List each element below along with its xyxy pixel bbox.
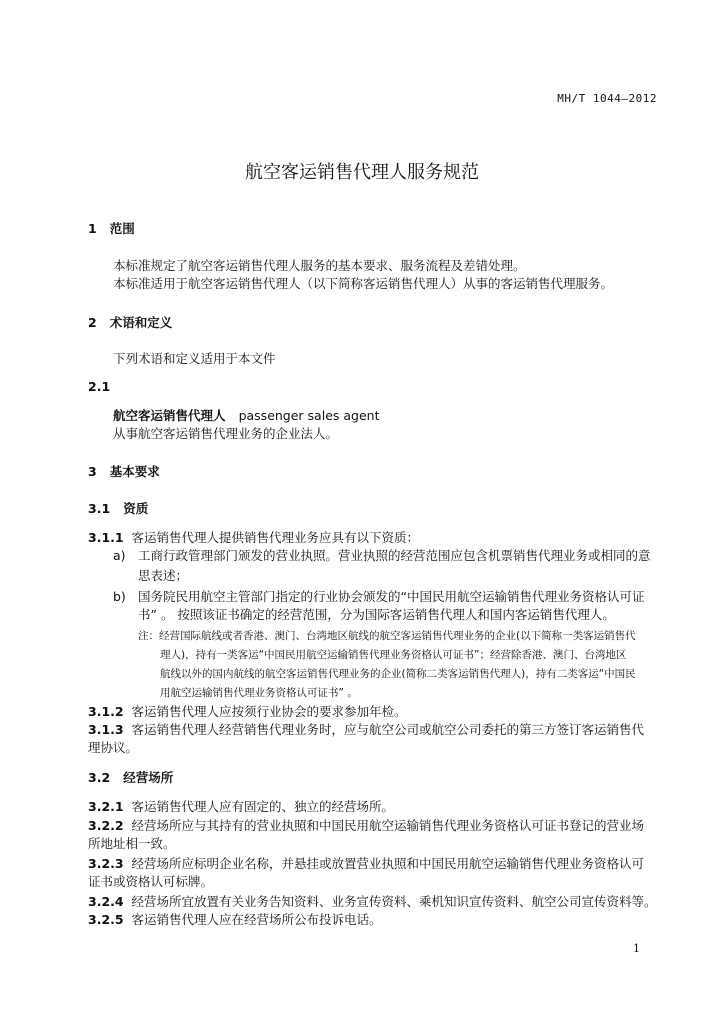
subsection-3-1-heading [88, 499, 148, 519]
clause-text: 经营场所应与其持有的营业执照和中国民用航空运输销售代理业务资格认可证书登记的营业场 [131, 818, 645, 833]
clause-continuation: 理协议。 [88, 740, 139, 755]
clause-3-2-2 [88, 816, 644, 836]
clause-text: 经营场所宜放置有关业务告知资料、业务宣传资料、乘机知识宣传资料、航空公司宣传资料等。 [131, 894, 657, 909]
clause-number: 3.2.3 [88, 856, 124, 871]
clause-number: 3.2.1 [88, 799, 124, 814]
paragraph: 本标准适用于航空客运销售代理人（以下简称客运销售代理人）从事的客运销售代理服务。 [113, 276, 614, 291]
term-definition: 从事航空客运销售代理业务的企业法人。 [113, 426, 339, 441]
section-2-heading [88, 313, 172, 333]
section-number: 2 [88, 315, 97, 330]
clause-text: 客运销售代理人经营销售代理业务时，应与航空公司或航空公司委托的第三方签订客运销售代 [131, 722, 645, 737]
clause-3-2-3 [88, 854, 644, 874]
subsection-title: 资质 [123, 501, 149, 516]
list-item-a-line: 工商行政管理部门颁发的营业执照。营业执照的经营范围应包含机票销售代理业务或相同的意 [138, 548, 651, 563]
note-line: 注：经营国际航线或者香港、澳门、台湾地区航线的航空客运销售代理业务的企业(以下简称一类客运销售代 [138, 630, 636, 642]
document-title: 航空客运销售代理人服务规范 [245, 162, 479, 183]
clause-text: 经营场所应标明企业名称，并悬挂或放置营业执照和中国民用航空运输销售代理业务资格认可 [131, 856, 645, 871]
paragraph: 下列术语和定义适用于本文件 [113, 351, 276, 366]
section-number: 3 [88, 464, 97, 479]
term-en: passenger sales agent [238, 408, 380, 423]
standard-number: MH/T 1044—2012 [557, 92, 657, 105]
list-item-a-label: a) [113, 548, 126, 563]
note-line: 理人)，持有一类客运“中国民用航空运输销售代理业务资格认可证书”；经营除香港、澳门、台湾地区 [160, 649, 627, 661]
clause-3-1-1 [88, 528, 419, 548]
note-line: 航线以外的国内航线的航空客运销售代理业务的企业(简称二类客运销售代理人)，持有二类客运“中国民 [160, 668, 636, 680]
clause-text: 客运销售代理人应有固定的、独立的经营场所。 [131, 799, 395, 814]
clause-number: 3.1.1 [88, 530, 124, 545]
list-item-b-line: 国务院民用航空主管部门指定的行业协会颁发的“中国民用航空运输销售代理业务资格认可证 [138, 589, 645, 604]
section-1-heading [88, 219, 135, 239]
paragraph: 本标准规定了航空客运销售代理人服务的基本要求、服务流程及差错处理。 [113, 258, 526, 273]
subsection-2-1-number: 2.1 [88, 379, 111, 394]
term-entry [113, 406, 379, 426]
page-number: 1 [633, 942, 640, 955]
clause-number: 3.1.3 [88, 722, 124, 737]
clause-3-2-1 [88, 797, 394, 817]
clause-number: 3.2.2 [88, 818, 124, 833]
subsection-title: 经营场所 [123, 770, 174, 785]
section-title: 术语和定义 [109, 315, 173, 330]
subsection-number: 3.1 [88, 501, 111, 516]
clause-3-1-2 [88, 702, 407, 722]
clause-3-1-3 [88, 720, 644, 740]
clause-text: 客运销售代理人应按须行业协会的要求参加年检。 [131, 704, 407, 719]
clause-number: 3.1.2 [88, 704, 124, 719]
clause-number: 3.2.5 [88, 912, 124, 927]
note-line: 用航空运输销售代理业务资格认可证书” 。 [160, 687, 358, 699]
section-3-heading [88, 462, 160, 482]
clause-continuation: 所地址相一致。 [88, 836, 176, 851]
clause-3-2-5 [88, 910, 382, 930]
clause-number: 3.2.4 [88, 894, 124, 909]
section-title: 范围 [109, 221, 135, 236]
list-item-a-line: 思表述； [138, 568, 189, 583]
term-zh: 航空客运销售代理人 [113, 408, 226, 423]
clause-text: 客运销售代理人提供销售代理业务应具有以下资质： [131, 530, 420, 545]
subsection-number: 3.2 [88, 770, 111, 785]
section-number: 1 [88, 221, 97, 236]
list-item-b-label: b) [113, 589, 126, 604]
list-item-b-line: 书” 。 按照该证书确定的经营范围，分为国际客运销售代理人和国内客运销售代理人。 [138, 607, 615, 622]
subsection-3-2-heading [88, 768, 173, 788]
clause-text: 客运销售代理人应在经营场所公布投诉电话。 [131, 912, 382, 927]
section-title: 基本要求 [109, 464, 160, 479]
clause-3-2-4 [88, 892, 657, 912]
clause-continuation: 证书或资格认可标牌。 [88, 874, 214, 889]
